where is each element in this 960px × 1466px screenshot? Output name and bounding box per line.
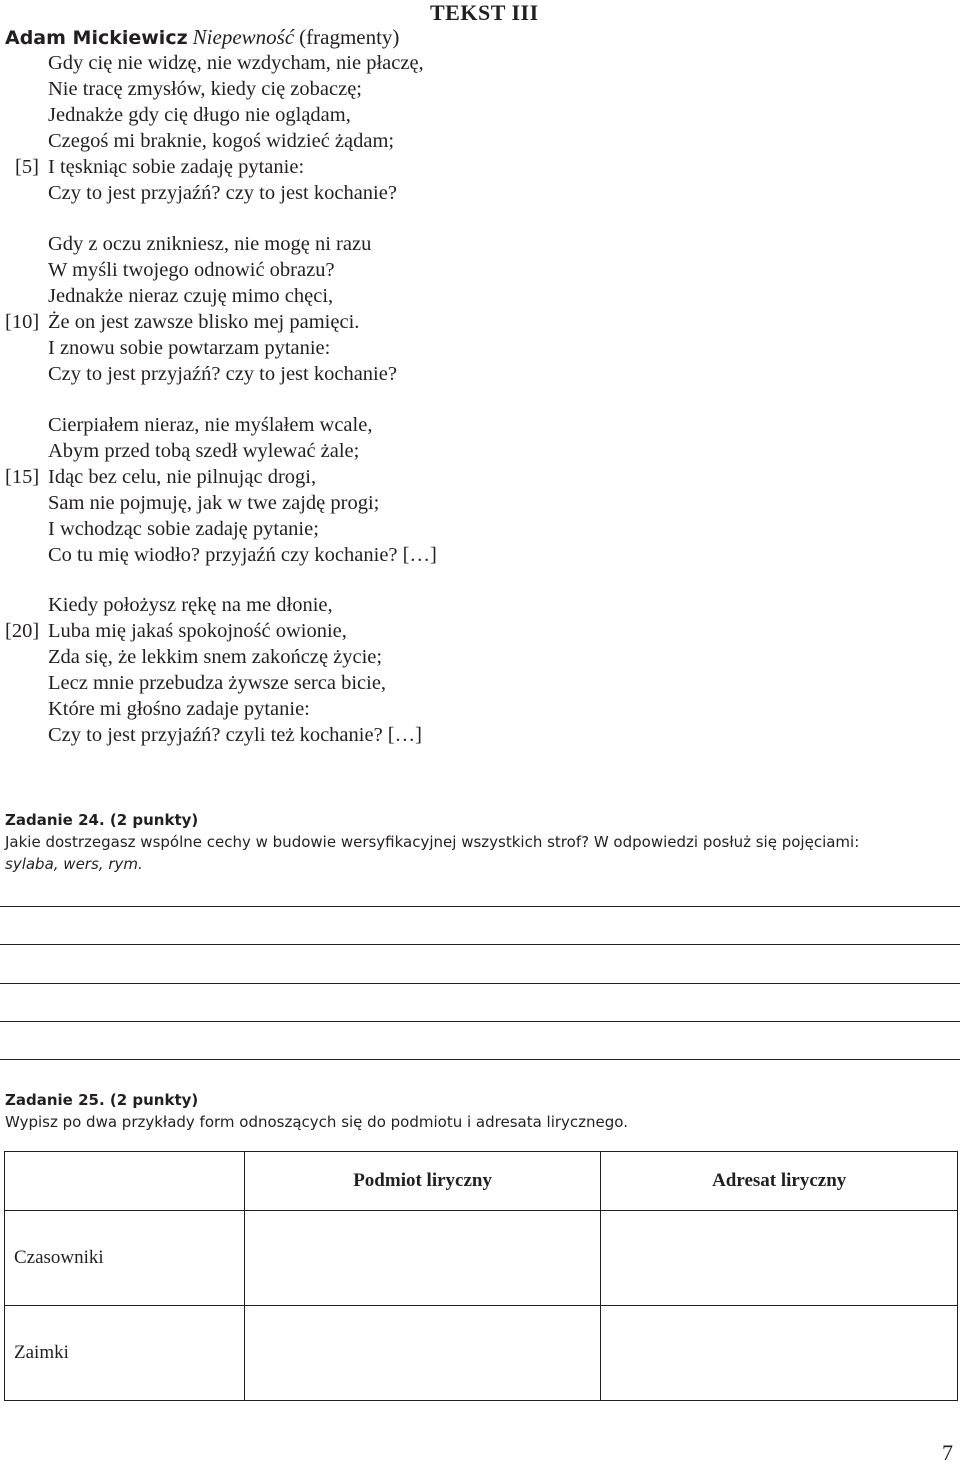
poem-line: W myśli twojego odnowić obrazu? — [48, 259, 335, 281]
poem-title: Niepewność — [192, 25, 295, 49]
table-corner-cell — [5, 1152, 245, 1211]
header-adresat: Adresat liryczny — [601, 1152, 958, 1211]
poem-line: I znowu sobie powtarzam pytanie: — [48, 337, 331, 359]
table-row — [5, 1306, 958, 1401]
poem-header — [5, 25, 399, 50]
poem-fragment-note: (fragmenty) — [299, 25, 400, 49]
poem-line: Czy to jest przyjaźń? czyli też kochanie? […] — [48, 724, 422, 746]
table-header-row — [5, 1152, 958, 1211]
poem-line: Kiedy położysz rękę na me dłonie, — [48, 594, 333, 616]
poem-line: Co tu mię wiodło? przyjaźń czy kochanie? […] — [48, 544, 437, 566]
line-number: [15] — [5, 466, 40, 488]
poem-line: Jednakże nieraz czuję mimo chęci, — [48, 285, 334, 307]
task-24-title: Zadanie 24. (2 punkty) — [5, 811, 199, 829]
poem-line: Abym przed tobą szedł wylewać żale; — [48, 440, 360, 462]
task-24-terms: sylaba, wers, rym. — [5, 855, 143, 873]
text-label: TEKST III — [430, 0, 539, 25]
table-row — [5, 1211, 958, 1306]
row-label-zaimki: Zaimki — [5, 1306, 245, 1401]
task-25-title: Zadanie 25. (2 punkty) — [5, 1091, 199, 1109]
poem-line: Sam nie pojmuję, jak w twe zajdę progi; — [48, 492, 380, 514]
poem-author: Adam Mickiewicz — [5, 27, 188, 49]
header-podmiot: Podmiot liryczny — [244, 1152, 601, 1211]
answer-cell[interactable] — [244, 1306, 601, 1401]
answer-line[interactable] — [0, 944, 960, 945]
poem-line: Jednakże gdy cię długo nie oglądam, — [48, 104, 351, 126]
poem-line: Idąc bez celu, nie pilnując drogi, — [48, 466, 317, 488]
row-label-czasowniki: Czasowniki — [5, 1211, 245, 1306]
poem-line: Nie tracę zmysłów, kiedy cię zobaczę; — [48, 78, 362, 100]
answer-line[interactable] — [0, 983, 960, 984]
answer-cell[interactable] — [244, 1211, 601, 1306]
line-number: [5] — [15, 156, 39, 178]
poem-line: Gdy z oczu znikniesz, nie mogę ni razu — [48, 233, 372, 255]
line-number: [10] — [5, 311, 40, 333]
poem-line: I tęskniąc sobie zadaję pytanie: — [48, 156, 305, 178]
answer-line[interactable] — [0, 1059, 960, 1060]
poem-line: Cierpiałem nieraz, nie myślałem wcale, — [48, 414, 373, 436]
poem-line: Zda się, że lekkim snem zakończę życie; — [48, 646, 383, 668]
answer-line[interactable] — [0, 906, 960, 907]
answer-line[interactable] — [0, 1021, 960, 1022]
answer-cell[interactable] — [601, 1306, 958, 1401]
poem-line: Gdy cię nie widzę, nie wzdycham, nie płaczę, — [48, 52, 424, 74]
poem-line: Które mi głośno zadaje pytanie: — [48, 698, 310, 720]
poem-line: Luba mię jakaś spokojność owionie, — [48, 620, 347, 642]
page-number: 7 — [942, 1440, 953, 1465]
answer-cell[interactable] — [601, 1211, 958, 1306]
poem-line: I wchodząc sobie zadaję pytanie; — [48, 518, 319, 540]
answer-table — [4, 1151, 958, 1401]
poem-line: Że on jest zawsze blisko mej pamięci. — [48, 311, 360, 333]
poem-line: Czy to jest przyjaźń? czy to jest kochanie? — [48, 363, 397, 385]
task-25-text: Wypisz po dwa przykłady form odnoszących się do podmiotu i adresata lirycznego. — [5, 1113, 628, 1131]
poem-line: Czy to jest przyjaźń? czy to jest kochanie? — [48, 182, 397, 204]
poem-line: Czegoś mi braknie, kogoś widzieć żądam; — [48, 130, 395, 152]
line-number: [20] — [5, 620, 40, 642]
poem-line: Lecz mnie przebudza żywsze serca bicie, — [48, 672, 387, 694]
task-24-text: Jakie dostrzegasz wspólne cechy w budowie wersyfikacyjnej wszystkich strof? W odpowiedzi posłuż się pojęciami: — [5, 833, 860, 851]
